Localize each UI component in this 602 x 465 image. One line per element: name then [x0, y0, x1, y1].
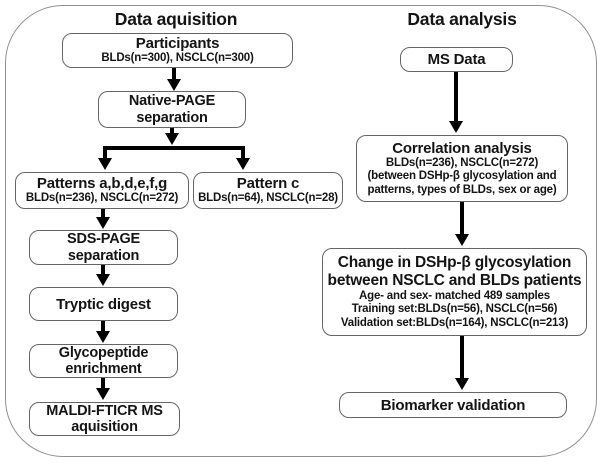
node-change-sub2: Training set:BLDs(n=56), NSCLC(n=56) — [351, 303, 558, 316]
node-change-sub3: Validation set:BLDs(n=164), NSCLC(n=213) — [340, 316, 569, 329]
node-participants-title: Participants — [135, 35, 220, 53]
column-title-data-analysis: Data analysis — [407, 9, 517, 29]
node-glycopeptide-enrichment — [29, 344, 178, 378]
node-native-page-line2: separation — [136, 109, 208, 126]
node-ms-data — [400, 47, 513, 72]
node-correlation-sub3: patterns, types of BLDs, sex or age) — [367, 183, 557, 196]
arrow-down-icon — [455, 378, 469, 390]
arrow-down-icon — [167, 79, 181, 91]
node-correlation-sub1: BLDs(n=236), NSCLC(n=272) — [385, 156, 539, 169]
column-title-data-acquisition: Data aquisition — [114, 9, 238, 29]
node-change-title2: between NSCLC and BLDs patients — [327, 271, 582, 289]
node-patterns-sub: BLDs(n=236), NSCLC(n=272) — [25, 192, 179, 205]
node-sds-page-line1: SDS-PAGE — [66, 231, 141, 247]
arrow-down-icon — [96, 388, 110, 400]
node-correlation-analysis — [356, 135, 568, 202]
arrow-down-icon — [96, 331, 110, 343]
node-glycopeptide-line2: enrichment — [65, 361, 142, 377]
node-pattern-c — [193, 172, 343, 209]
node-pattern-c-title: Pattern c — [236, 175, 300, 193]
node-maldi-line1: MALDI-FTICR MS — [46, 402, 163, 419]
node-sds-page-separation — [29, 230, 178, 265]
arrow-line — [460, 336, 464, 379]
node-tryptic-digest — [29, 287, 178, 321]
node-glycopeptide-line1: Glycopeptide — [58, 344, 149, 361]
arrow-down-icon — [449, 121, 463, 133]
node-maldi-line2: aquisition — [71, 419, 138, 435]
node-biomarker-title: Biomarker validation — [380, 396, 526, 414]
node-maldi-fticr-ms-acquisition — [29, 402, 180, 436]
arrow-down-icon — [98, 158, 112, 170]
arrow-down-icon — [96, 274, 110, 286]
arrow-down-icon — [165, 133, 179, 145]
node-pattern-c-sub: BLDs(n=64), NSCLC(n=28) — [198, 192, 338, 205]
arrow-down-icon — [236, 158, 250, 170]
node-correlation-title: Correlation analysis — [392, 139, 532, 157]
node-ms-data-title: MS Data — [427, 51, 486, 68]
arrow-line — [460, 202, 464, 235]
node-participants-sub: BLDs(n=300), NSCLC(n=300) — [101, 52, 254, 65]
node-change-title1: Change in DSHp-β glycosylation — [337, 253, 572, 271]
node-native-page-line1: Native-PAGE — [128, 93, 216, 109]
arrow-down-icon — [96, 217, 110, 229]
node-native-page-separation — [98, 91, 246, 128]
arrow-line — [454, 72, 458, 122]
arrow-down-icon — [455, 234, 469, 246]
node-sds-page-line2: separation — [67, 247, 140, 264]
node-biomarker-validation — [339, 392, 567, 418]
node-change-glycosylation — [322, 248, 587, 336]
node-patterns-abdefg — [15, 172, 189, 209]
node-change-sub1: Age- and sex- matched 489 samples — [359, 289, 550, 302]
node-tryptic-digest-title: Tryptic digest — [56, 295, 151, 313]
node-correlation-sub2: (between DSHp-β glycosylation and — [367, 170, 557, 183]
node-patterns-title: Patterns a,b,d,e,f,g — [36, 175, 168, 193]
node-participants — [62, 33, 293, 68]
branch-bar — [103, 146, 245, 150]
